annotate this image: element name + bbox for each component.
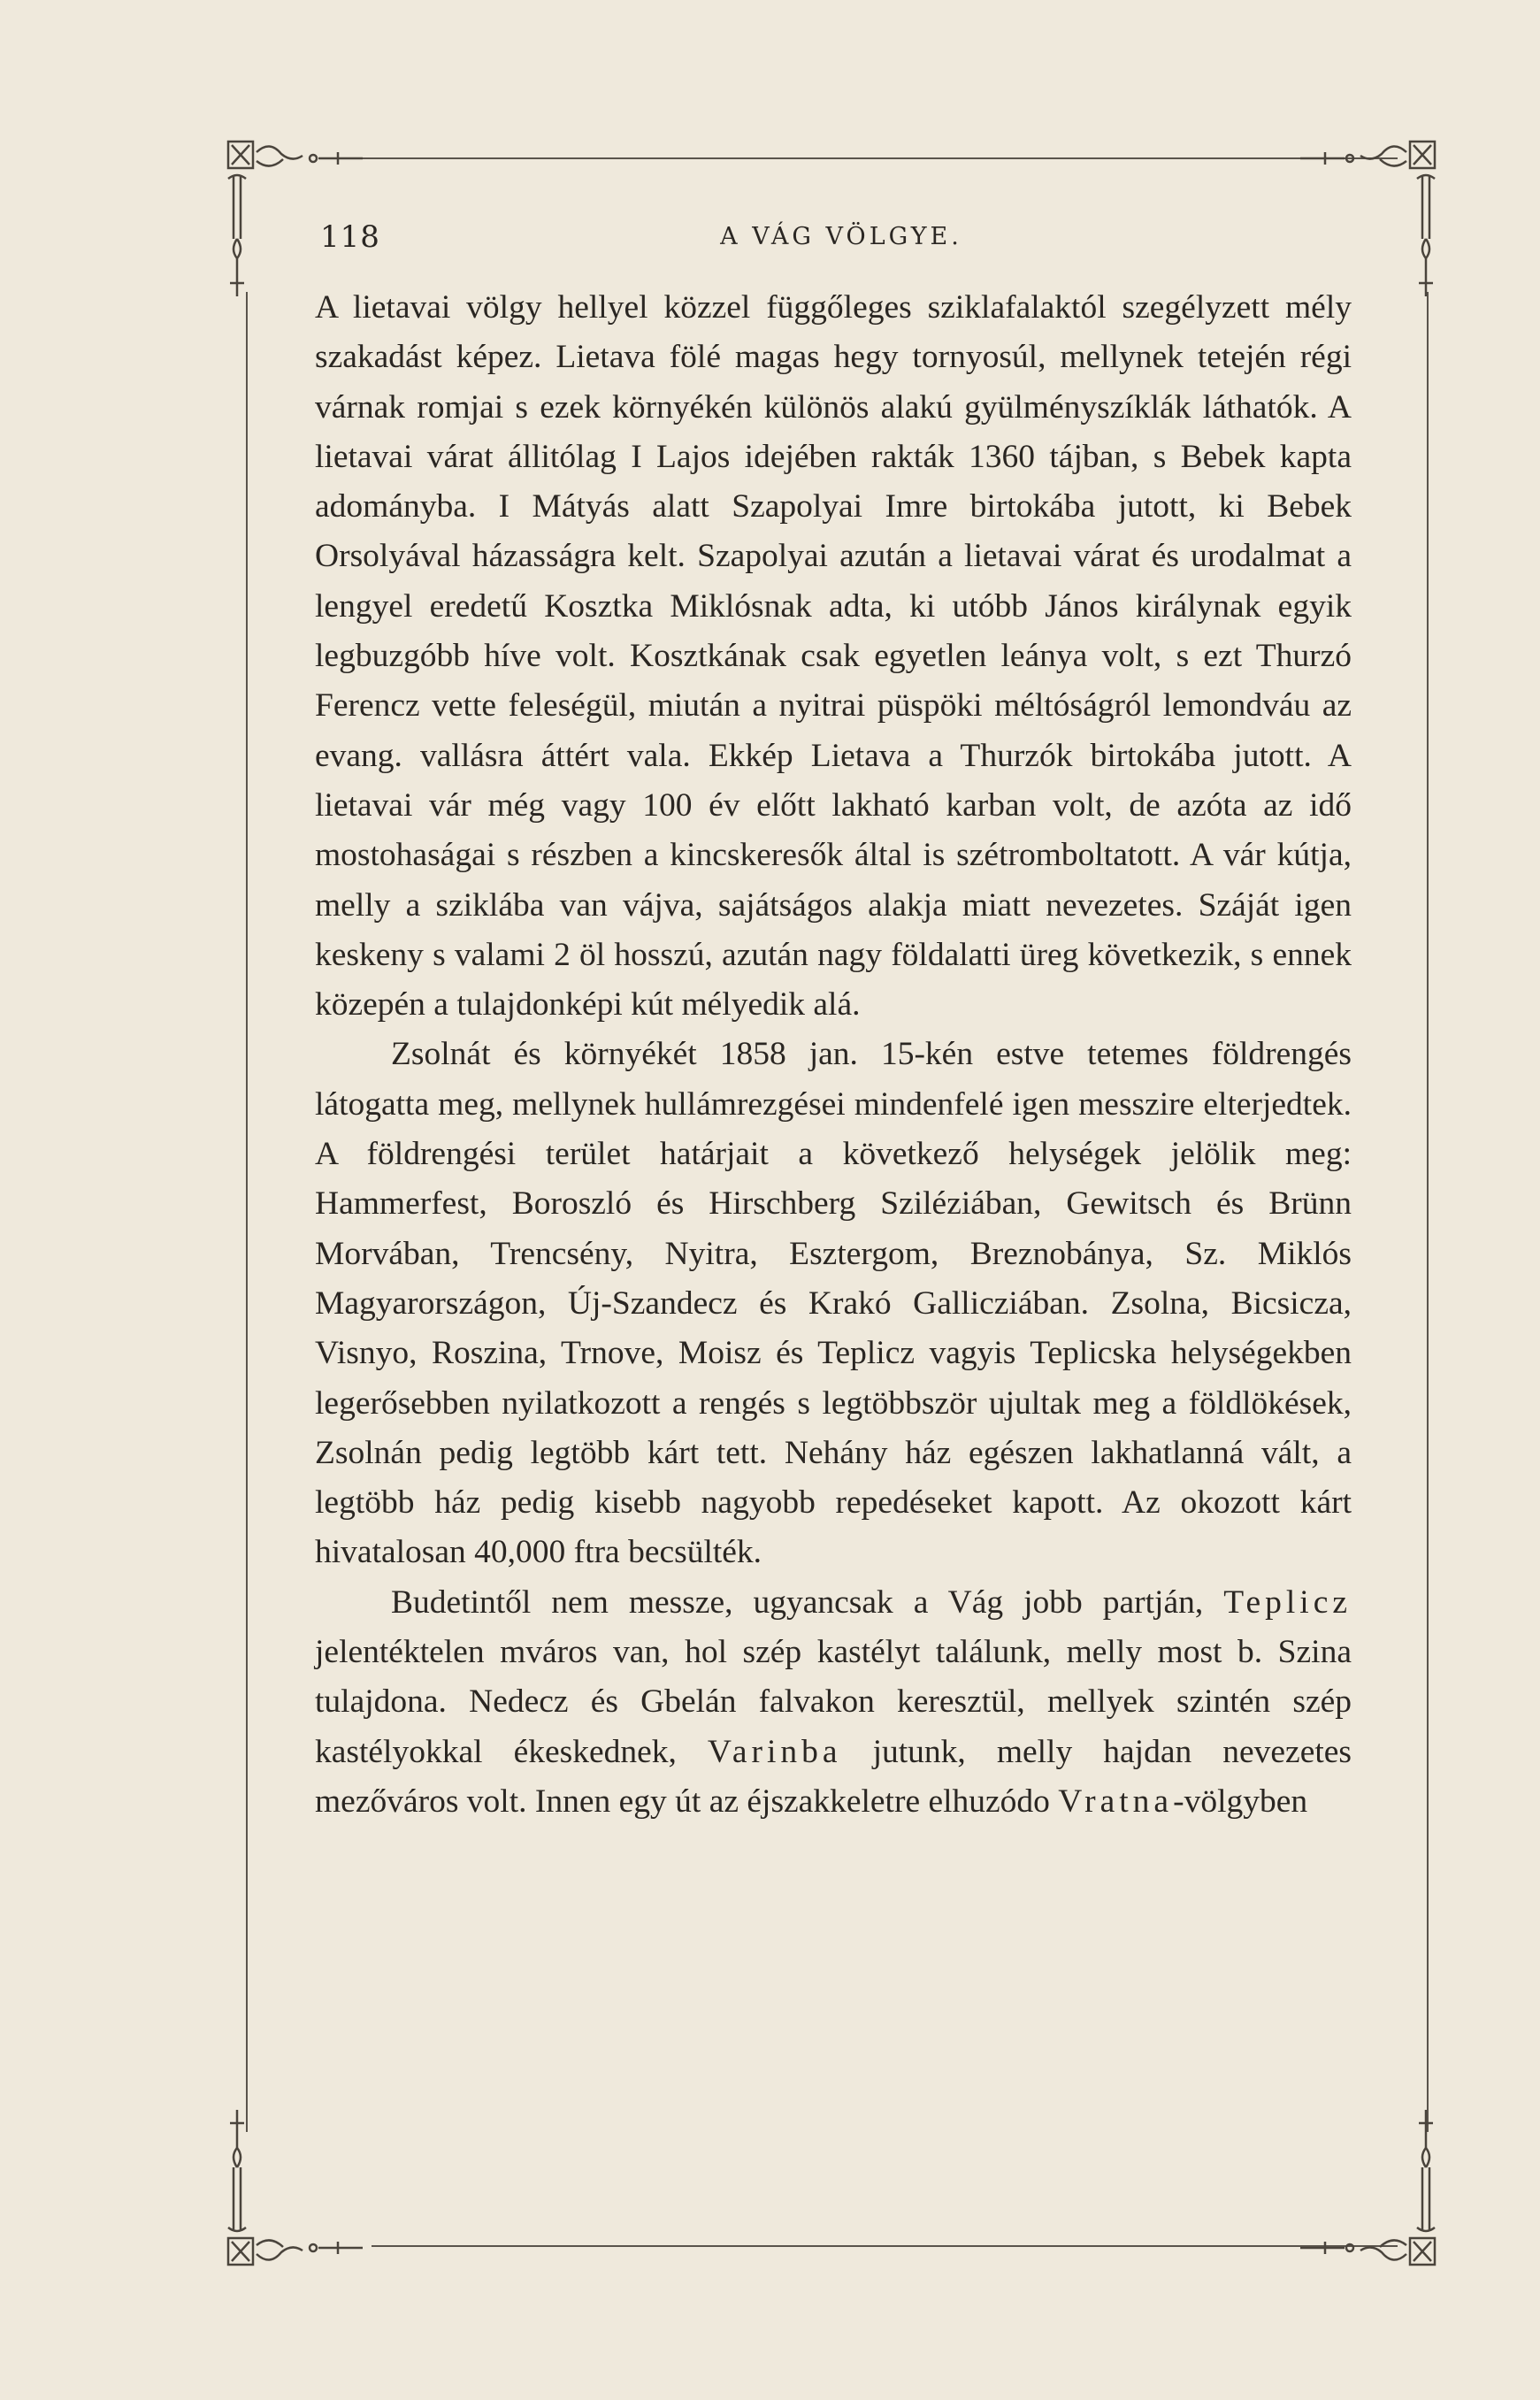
paragraph-2 — [315, 1030, 1352, 1577]
frame-bottom-rule — [372, 2245, 1398, 2247]
frame-left-rule — [246, 292, 248, 2132]
body-text — [315, 283, 1352, 1827]
page-header — [320, 219, 1362, 264]
paragraph-text: A lietavai völgy hellyel közzel függőleges sziklafalaktól szegélyzett mély szakadást képez. Lietava fölé magas hegy tornyosúl, mellynek tetején régi várnak romjai s ezek környékén különös alakú gyülményszíklák láthatók. A lietavai várat állitólag I Lajos idejében rakták 1360 tájban, s Bebek kapta adományba. I Mátyás alatt Szapolyai Imre birtokába jutott, ki Bebek Orsolyával házasságra kelt. Szapolyai azután a lietavai várat és urodalmat a lengyel eredetű Kosztka Miklósnak adta, ki utóbb János királynak egyik legbuzgóbb híve volt. Kosztkának csak egyetlen leánya volt, s ezt Thurzó Ferencz vette feleségül, miután a nyitrai püspöki méltóságról lemondváu az evang. vallásra áttért vala. Ekkép Lietava a Thurzók birtokába jutott. A lietavai vár még vagy 100 év előtt lakható karban volt, de azóta az idő mostohaságai s részben a kincskeresők által is szétromboltatott. A vár kútja, melly a sziklába van vájva, sajátságos alakja miatt nevezetes. Száját igen keskeny s valami 2 öl hosszú, azután nagy földalatti üreg következik, s ennek közepén a tulajdonképi kút mélyedik alá. — [315, 289, 1352, 1024]
corner-ornament-top-left-icon — [221, 133, 380, 301]
paragraph-3 — [315, 1578, 1352, 1827]
paragraph-text: Zsolnát és környékét 1858 jan. 15-kén estve tetemes földrengés látogatta meg, mellynek hullámrezgései mindenfelé igen messzire elterjedtek. A földrengési terület határjait a következő helységek jelölik meg: Hammerfest, Boroszló és Hirschberg Sziléziában, Gewitsch és Brünn Morvában, Trencsény, Nyitra, Esztergom, Breznobánya, Sz. Miklós Magyarországon, Új-Szandecz és Krakó Gallicziában. Zsolna, Bicsicza, Visnyo, Roszina, Trnove, Moisz és Teplicz vagyis Teplicska helységekben legerősebben nyilatkozott a rengés s legtöbbször ujultak meg a földlökések, Zsolnán pedig legtöbb kárt tett. Nehány ház egészen lakhatlanná vált, a legtöbb ház pedig kisebb nagyobb repedéseket kapott. Az okozott kárt hivatalosan 40,000 ftra becsülték. — [315, 1036, 1352, 1571]
spaced-place-name: Vratna — [1058, 1783, 1174, 1820]
corner-ornament-top-right-icon — [1283, 133, 1442, 301]
page-number: 118 — [320, 219, 380, 255]
paragraph-text: -völgyben — [1173, 1783, 1308, 1820]
frame-top-rule — [354, 157, 1398, 159]
spaced-place-name: Varinba — [707, 1733, 842, 1770]
frame-right-rule — [1427, 292, 1429, 2132]
paragraph-text: Budetintől nem messze, ugyancsak a Vág jobb partján, — [391, 1583, 1224, 1621]
paragraph-text: jelentéktelen mváros van, hol szép kastélyt találunk, melly most b. Szina tulajdona. Nedecz és Gbelán falvakon keresztül, mellyek szintén szép kastélyokkal ékeskednek, — [315, 1634, 1352, 1770]
corner-ornament-bottom-right-icon — [1283, 2105, 1442, 2273]
corner-ornament-bottom-left-icon — [221, 2105, 380, 2273]
spaced-place-name: Teplicz — [1223, 1583, 1352, 1621]
paragraph-1 — [315, 283, 1352, 1030]
paragraph-text: jutunk, melly hajdan nevezetes mezőváros volt. Innen egy út az éjszakkeletre elhuzódo — [315, 1733, 1352, 1820]
running-title: A VÁG VÖLGYE. — [720, 223, 962, 250]
